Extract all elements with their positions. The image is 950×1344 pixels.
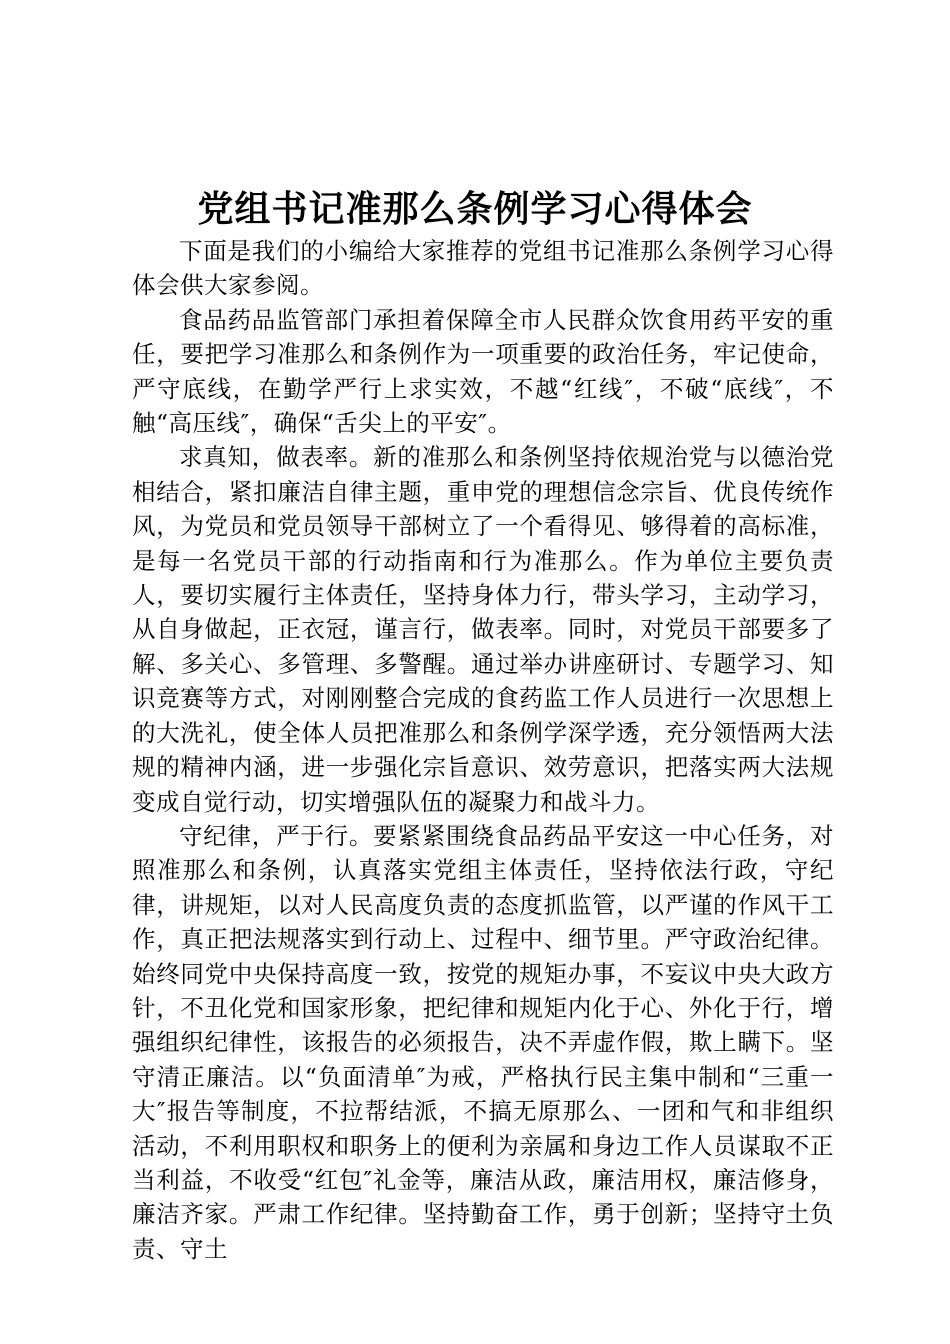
document-title: 党组书记准那么条例学习心得体会 — [197, 188, 753, 230]
paragraph-seek-knowledge: 求真知，做表率。新的准那么和条例坚持依规治党与以德治党相结合，紧扣廉洁自律主题，重申党的理想信念宗旨、优良传统作风，为党员和党员领导干部树立了一个看得见、够得着的高标准，是每一名党员干部的行动指南和行为准那么。作为单位主要负责人，要切实履行主体责任，坚持身体力行，带头学习，主动学习，从自身做起，正衣冠，谨言行，做表率。同时，对党员干部要多了解、多关心、多管理、多警醒。通过举办讲座研讨、专题学习、知识竞赛等方式，对刚刚整合完成的食药监工作人员进行一次思想上的大洗礼，使全体人员把准那么和条例学深学透，充分领悟两大法规的精神内涵，进一步强化宗旨意识、效劳意识，把落实两大法规变成自觉行动，切实增强队伍的凝聚力和战斗力。 — [132, 443, 834, 816]
paragraph-intro: 下面是我们的小编给大家推荐的党组书记准那么条例学习心得体会供大家参阅。 — [132, 237, 834, 300]
paragraph-discipline: 守纪律，严于行。要紧紧围绕食品药品平安这一中心任务，对照准那么和条例，认真落实党组主体责任，坚持依法行政，守纪律，讲规矩，以对人民高度负责的态度抓监管，以严谨的作风干工作，真正把法规落实到行动上、过程中、细节里。严守政治纪律。始终同党中央保持高度一致，按党的规矩办事，不妄议中央大政方针，不丑化党和国家形象，把纪律和规矩内化于心、外化于行，增强组织纪律性，该报告的必须报告，决不弄虚作假，欺上瞒下。坚守清正廉洁。以“负面清单″为戒，严格执行民主集中制和“三重一大″报告等制度，不拉帮结派，不搞无原那么、一团和气和非组织活动，不利用职权和职务上的便利为亲属和身边工作人员谋取不正当利益，不收受“红包″礼金等，廉洁从政，廉洁用权，廉洁修身，廉洁齐家。严肃工作纪律。坚持勤奋工作，勇于创新；坚持守土负责、守土 — [132, 821, 834, 1263]
paragraph-responsibility: 食品药品监管部门承担着保障全市人民群众饮食用药平安的重任，要把学习准那么和条例作为一项重要的政治任务，牢记使命，严守底线，在勤学严行上求实效，不越“红线″，不破“底线″，不触“高压线″，确保“舌尖上的平安″。 — [132, 305, 834, 438]
document-body — [132, 234, 834, 1266]
